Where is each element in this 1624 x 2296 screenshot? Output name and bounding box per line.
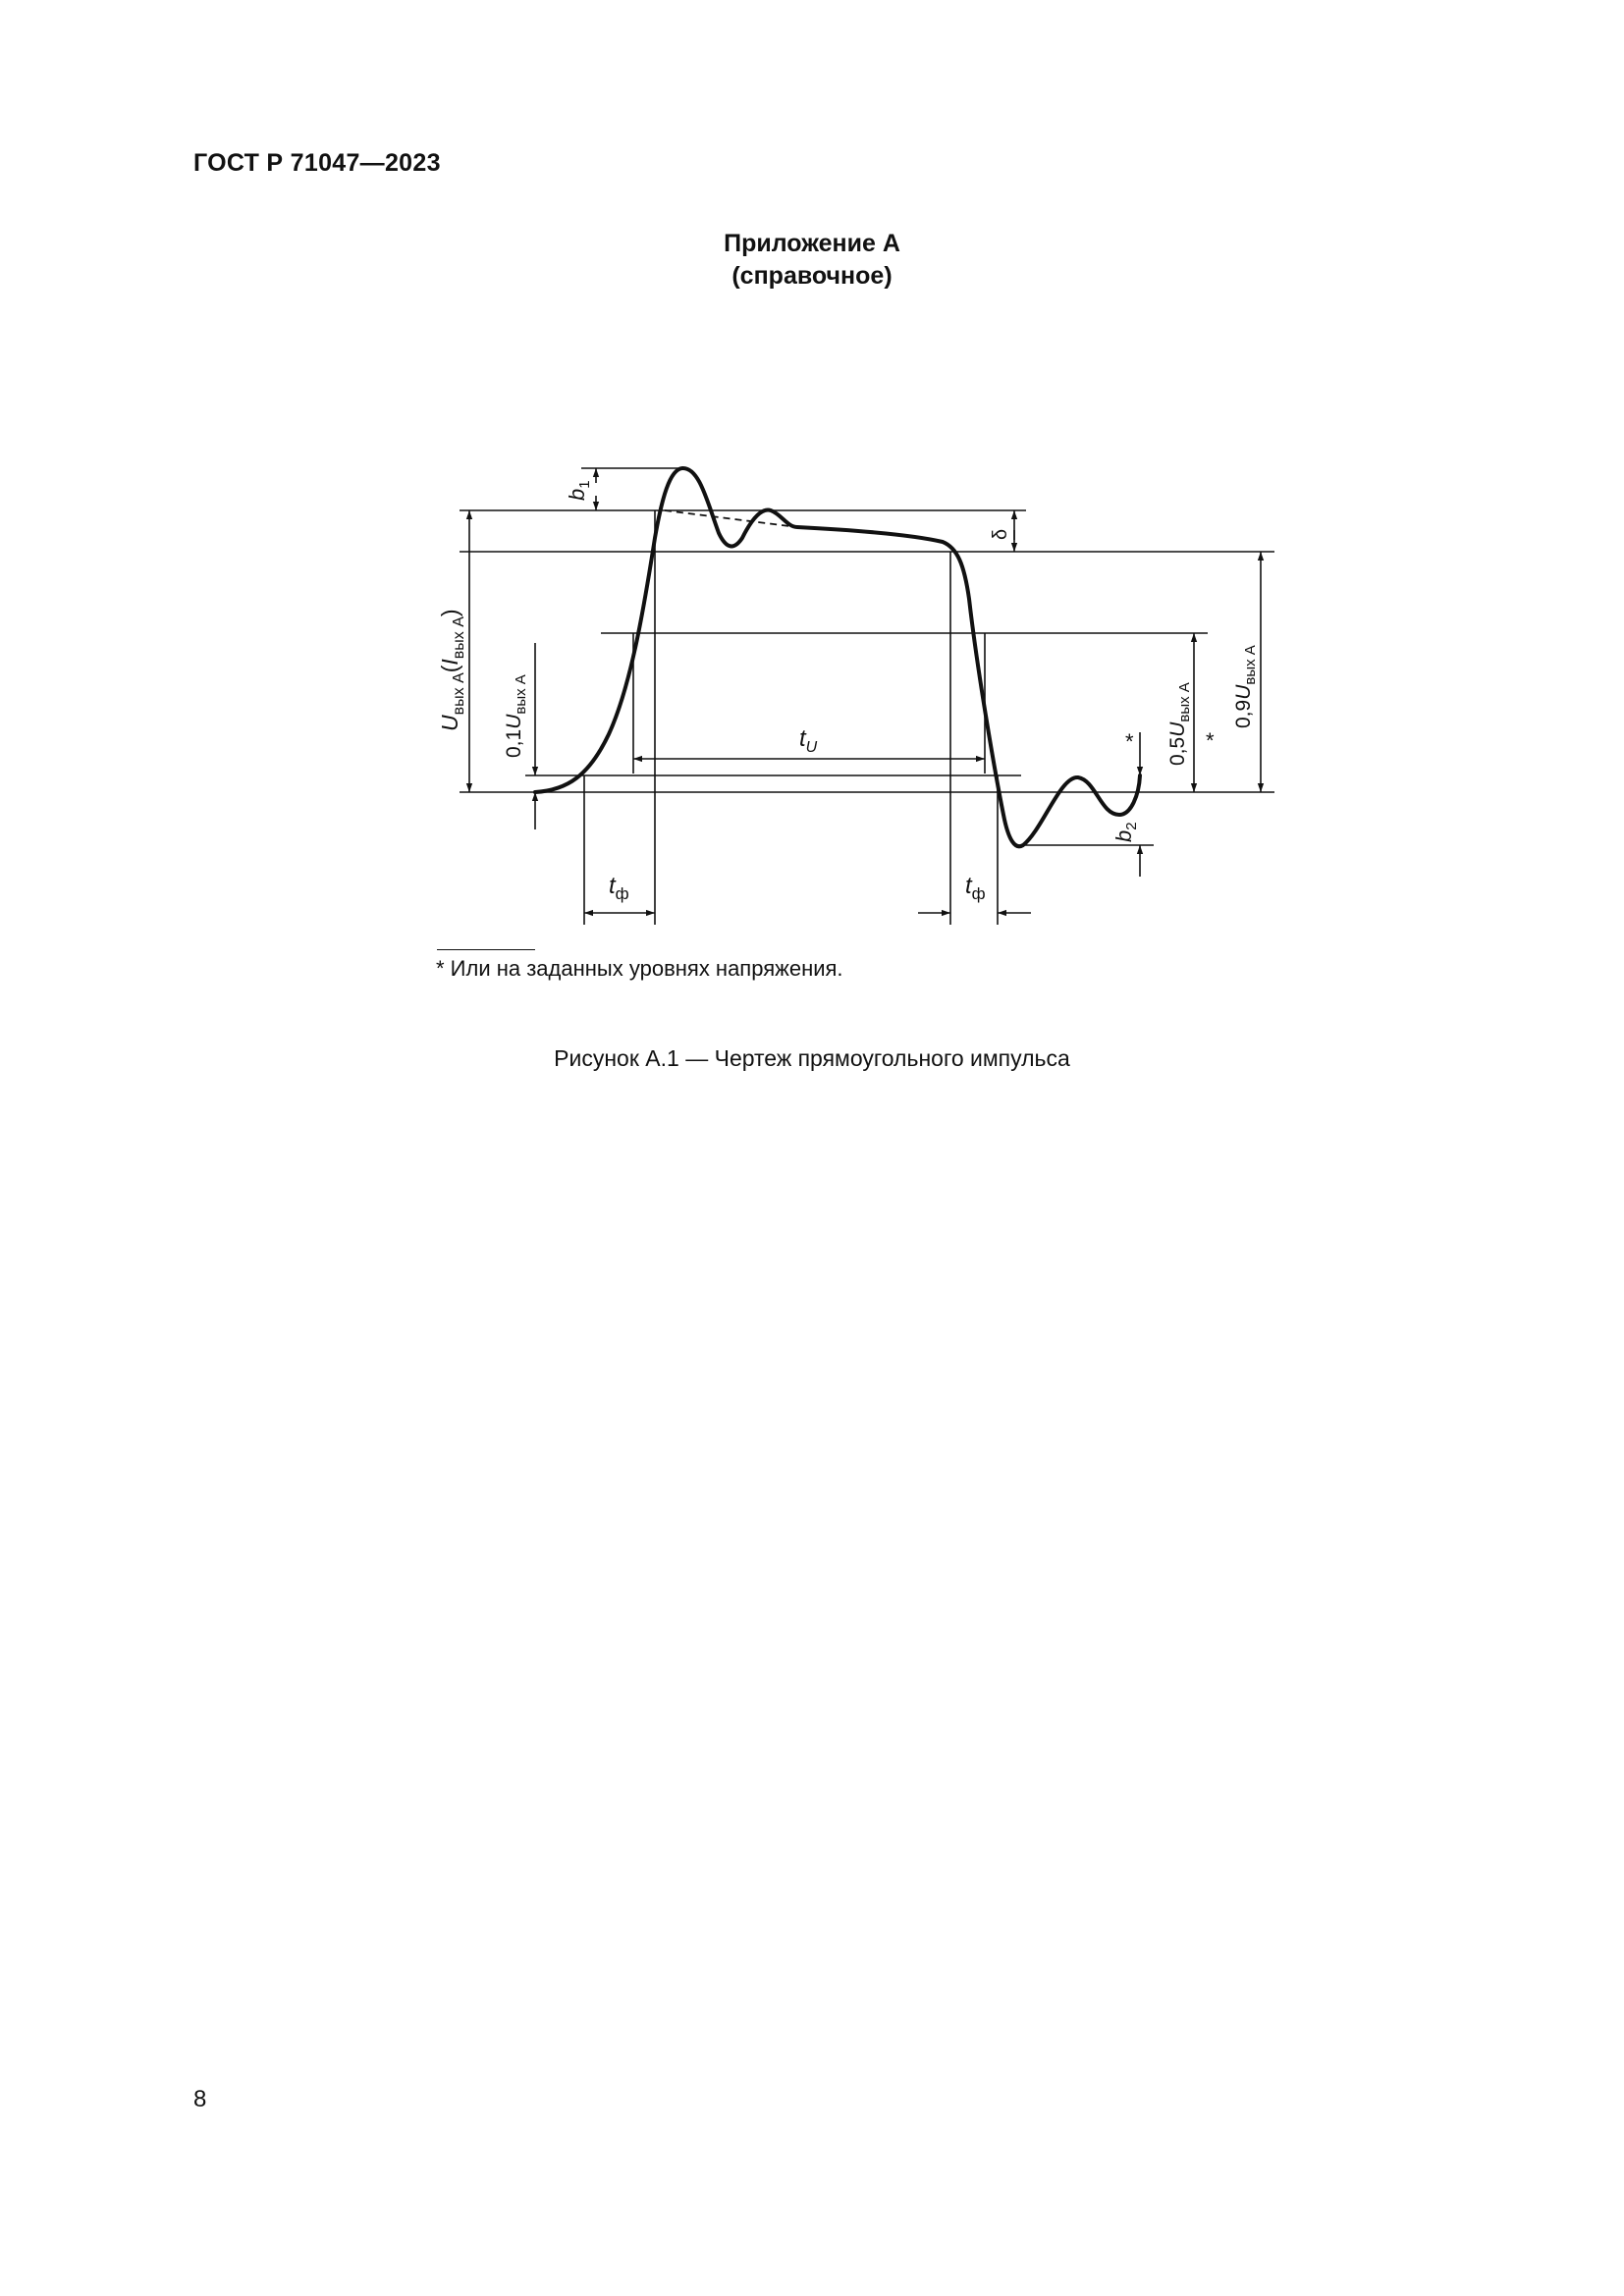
- b2-label: $b_2$: [1111, 822, 1140, 842]
- document-code: ГОСТ Р 71047—2023: [193, 149, 441, 177]
- appendix-title: Приложение А: [724, 230, 900, 257]
- u-out-label: $U_{вых А}(I_{вых А})$: [437, 609, 467, 731]
- footnote-rule: [437, 949, 535, 950]
- pulse-waveform: [535, 468, 1140, 846]
- tf-extension-lines: [584, 510, 998, 925]
- delta-label: δ: [990, 528, 1011, 540]
- tf-right-label: $t_ф$: [965, 873, 986, 903]
- star-05-label: *: [1206, 728, 1215, 753]
- pulse-diagram: [0, 0, 1624, 982]
- dimension-arrows: [469, 468, 1261, 913]
- u01-label: $0,1U_{вых А}$: [503, 674, 529, 758]
- b1-label: $b_1$: [565, 480, 593, 501]
- u09-label: $0,9U_{вых А}$: [1232, 645, 1259, 728]
- tf-left-label: $t_ф$: [609, 873, 629, 903]
- star-b2-label: *: [1125, 729, 1134, 754]
- tu-label: $t_U$: [799, 725, 818, 756]
- appendix-status: (справочное): [731, 262, 893, 290]
- u05-label: $0,5U_{вых А}$: [1166, 682, 1193, 766]
- figure-caption: Рисунок А.1 — Чертеж прямоугольного импульса: [554, 1045, 1070, 1071]
- page-number: 8: [193, 2086, 207, 2112]
- reference-lines: [460, 468, 1274, 845]
- footnote: * Или на заданных уровнях напряжения.: [436, 956, 843, 981]
